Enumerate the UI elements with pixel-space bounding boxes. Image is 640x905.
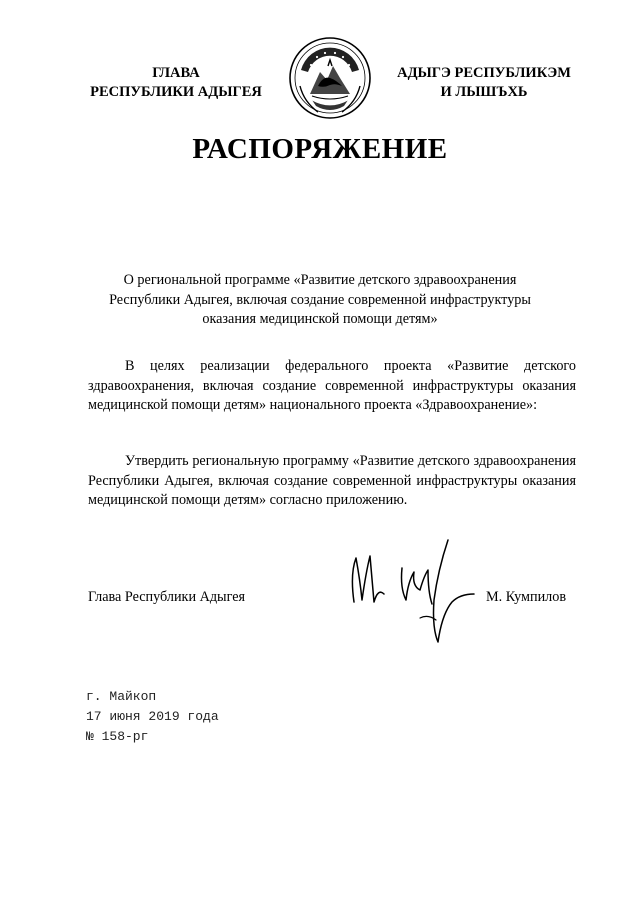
issue-date: 17 июня 2019 года xyxy=(86,709,219,724)
handwritten-signature-icon xyxy=(340,530,490,660)
subject-line-3: оказания медицинской помощи детям» xyxy=(202,311,438,327)
body-paragraph-1: В целях реализации федерального проекта «Развитие детского здравоохранения, включая создание современной инфраструктуры оказания медицинской помощи детям» национального проекта «Здравоохранение»: xyxy=(88,358,576,413)
header-left xyxy=(80,64,272,102)
signer-position: Глава Республики Адыгея xyxy=(88,589,246,605)
signer-name: М. Кумпилов xyxy=(486,589,567,605)
header-right xyxy=(380,64,588,102)
document-title: РАСПОРЯЖЕНИЕ xyxy=(192,133,448,165)
header-left-line1: ГЛАВА xyxy=(152,65,200,81)
coat-of-arms-icon xyxy=(288,36,372,120)
header-right-line2: И ЛЫШЪХЬ xyxy=(440,84,528,100)
body-paragraph-2: Утвердить региональную программу «Развитие детского здравоохранения Республики Адыгея, включая создание современной инфраструктуры оказания медицинской помощи детям» согласно приложению. xyxy=(88,453,576,508)
header-left-line2: РЕСПУБЛИКИ АДЫГЕЯ xyxy=(90,84,262,100)
document-number: № 158-рг xyxy=(86,729,149,744)
document-subject xyxy=(96,271,544,330)
header-right-line1: АДЫГЭ РЕСПУБЛИКЭМ xyxy=(397,65,571,81)
place-of-issue: г. Майкоп xyxy=(86,689,157,704)
subject-line-1: О региональной программе «Развитие детского здравоохранения xyxy=(123,272,517,288)
subject-line-2: Республики Адыгея, включая создание современной инфраструктуры xyxy=(109,291,531,308)
